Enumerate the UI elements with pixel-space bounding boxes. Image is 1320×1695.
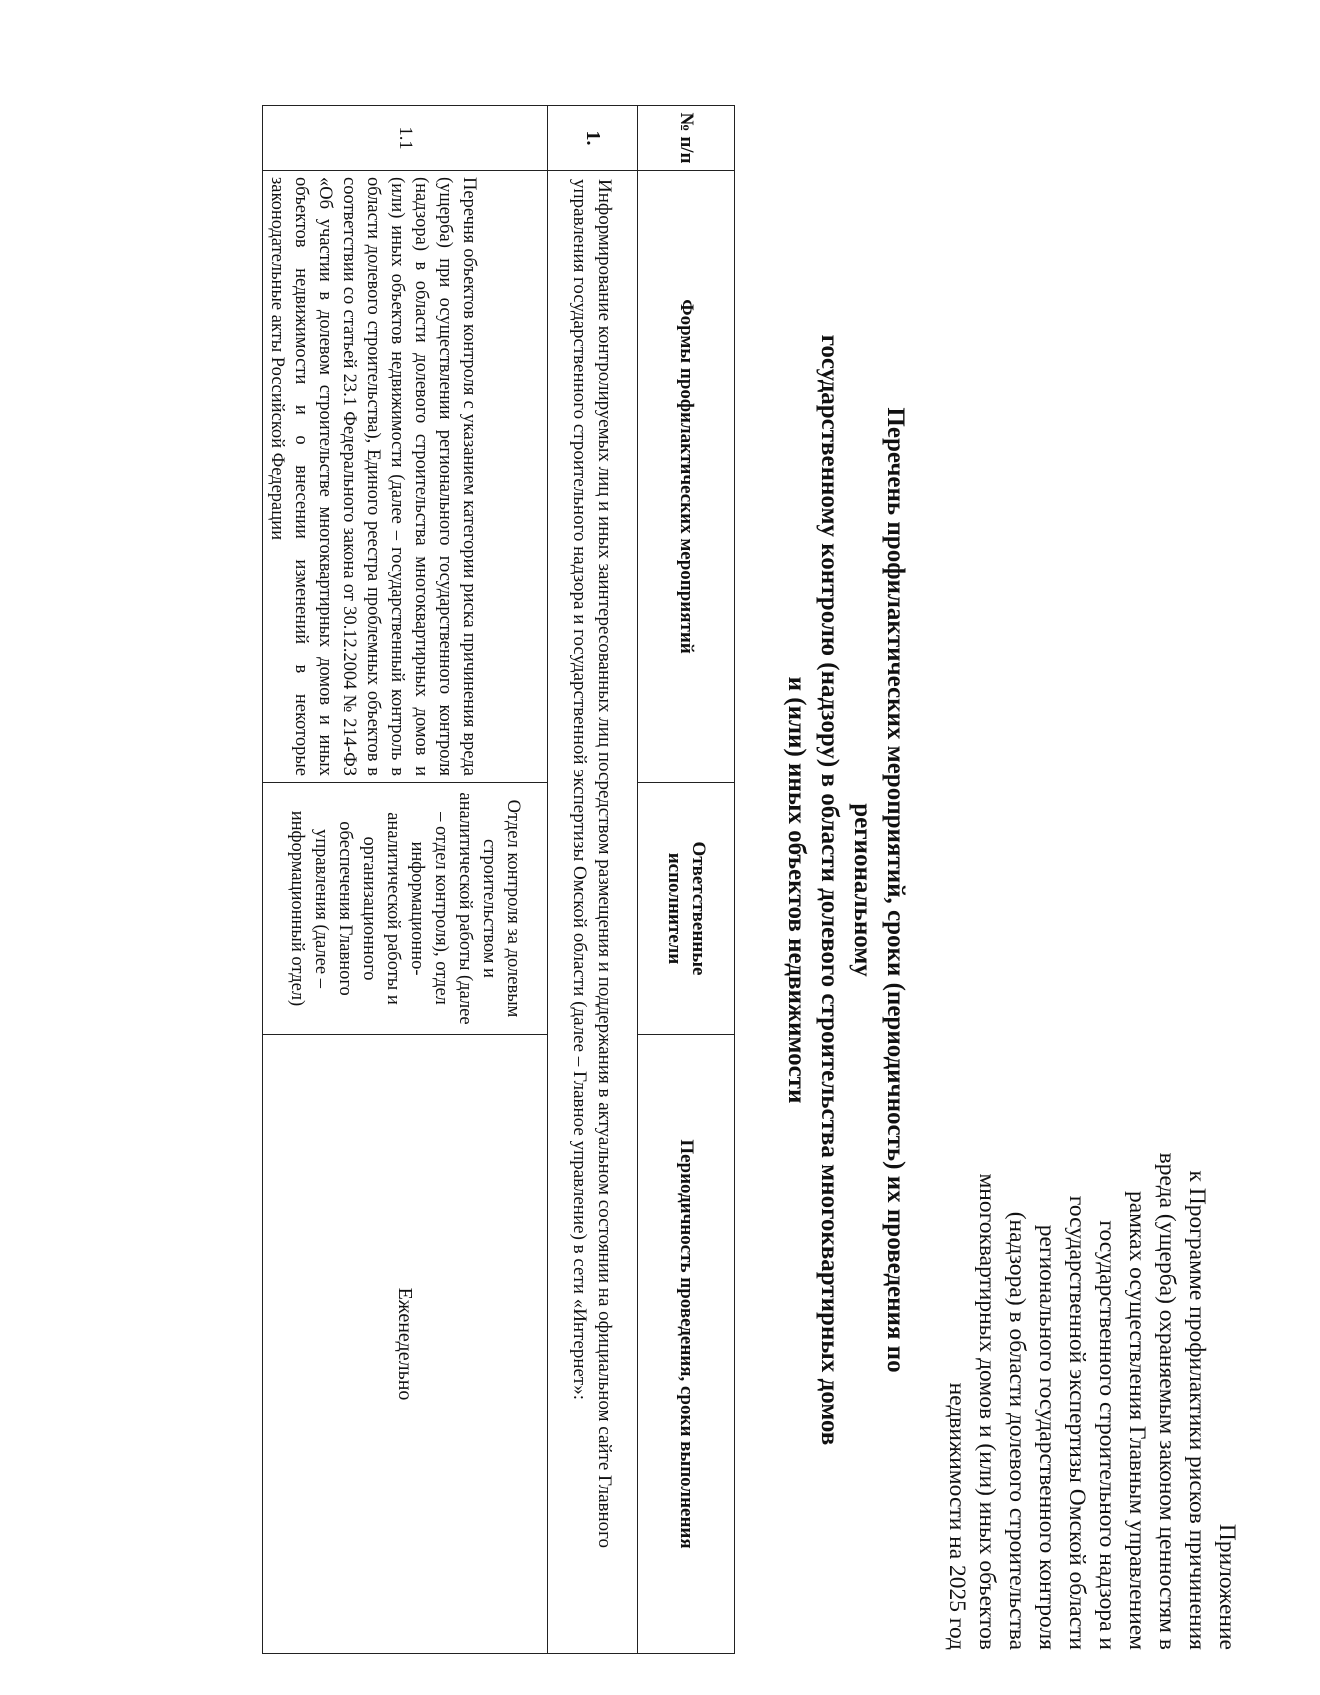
header-period: Периодичность проведения, сроки выполнения (638, 1035, 735, 1654)
measures-table (262, 105, 735, 1654)
table-row (548, 106, 638, 1654)
table-row (263, 106, 548, 1654)
appendix-note (942, 1130, 1242, 1650)
row-number: 1.1 (263, 106, 548, 171)
appendix-line: экспертизы Омской области регионального государственного контроля (1034, 1224, 1090, 1650)
header-form: Формы профилактических мероприятий (638, 171, 735, 783)
row-period: Еженедельно (263, 1035, 548, 1654)
header-responsible: Ответственные исполнители (638, 783, 735, 1035)
header-num: № п/п (638, 106, 735, 171)
title-line: государственному контролю (надзору) в области долевого строительства многоквартирных домов (816, 334, 843, 1446)
appendix-line: государственного строительного надзора и государственной (1064, 1195, 1120, 1650)
title-line: и (или) иных объектов недвижимости (783, 676, 810, 1104)
row-form: Перечня объектов контроля с указанием категории риска причинения вреда (ущерба) при осуществлении регионального государственного контроля (надзора) в области долевого строительства многоквартирных домов и (или) иных объектов недвижимости (далее – государственный контроль в области долевого строительства), Единого реестра проблемных объектов в соответствии со статьей 23.1 Федерального закона от 30.12.2004 № 214-ФЗ «Об участии в долевом строительстве многоквартирных домов и иных объектов недвижимости и о внесении изменений в некоторые законодательные акты Российской Федерации (263, 171, 548, 783)
document-title (780, 330, 912, 1450)
row-number: 1. (548, 106, 638, 171)
appendix-line: (или) иных объектов недвижимости на 2025 год (944, 1382, 1000, 1650)
row-responsible: Отдел контроля за долевым строительством и аналитической работы (далее – отдел контроля), отдел информационно-аналитической работы и организационного обеспечения Главного управления (далее – информационный отдел) (263, 783, 548, 1035)
title-line: Перечень профилактических мероприятий, сроки (периодичность) их проведения по региональному (849, 407, 909, 1373)
appendix-line: (надзора) в области долевого строительства многоквартирных домов и (974, 1173, 1030, 1650)
appendix-line: к Программе профилактики рисков причинения вреда (ущерба) охраняемым (1154, 1152, 1210, 1650)
appendix-heading: Приложение (1214, 1523, 1240, 1650)
appendix-line: законом ценностям в рамках осуществления Главным управлением (1124, 1190, 1180, 1650)
rotated-document-page (120, 0, 1320, 1695)
row-description: Информирование контролируемых лиц и иных заинтересованных лиц посредством размещения и поддержания в актуальном состоянии на официальном сайте Главного управления государственного строительного надзора и государственной экспертизы Омской области (далее – Главное управление) в сети «Интернет»: (548, 171, 638, 1654)
table-header-row (638, 106, 735, 1654)
